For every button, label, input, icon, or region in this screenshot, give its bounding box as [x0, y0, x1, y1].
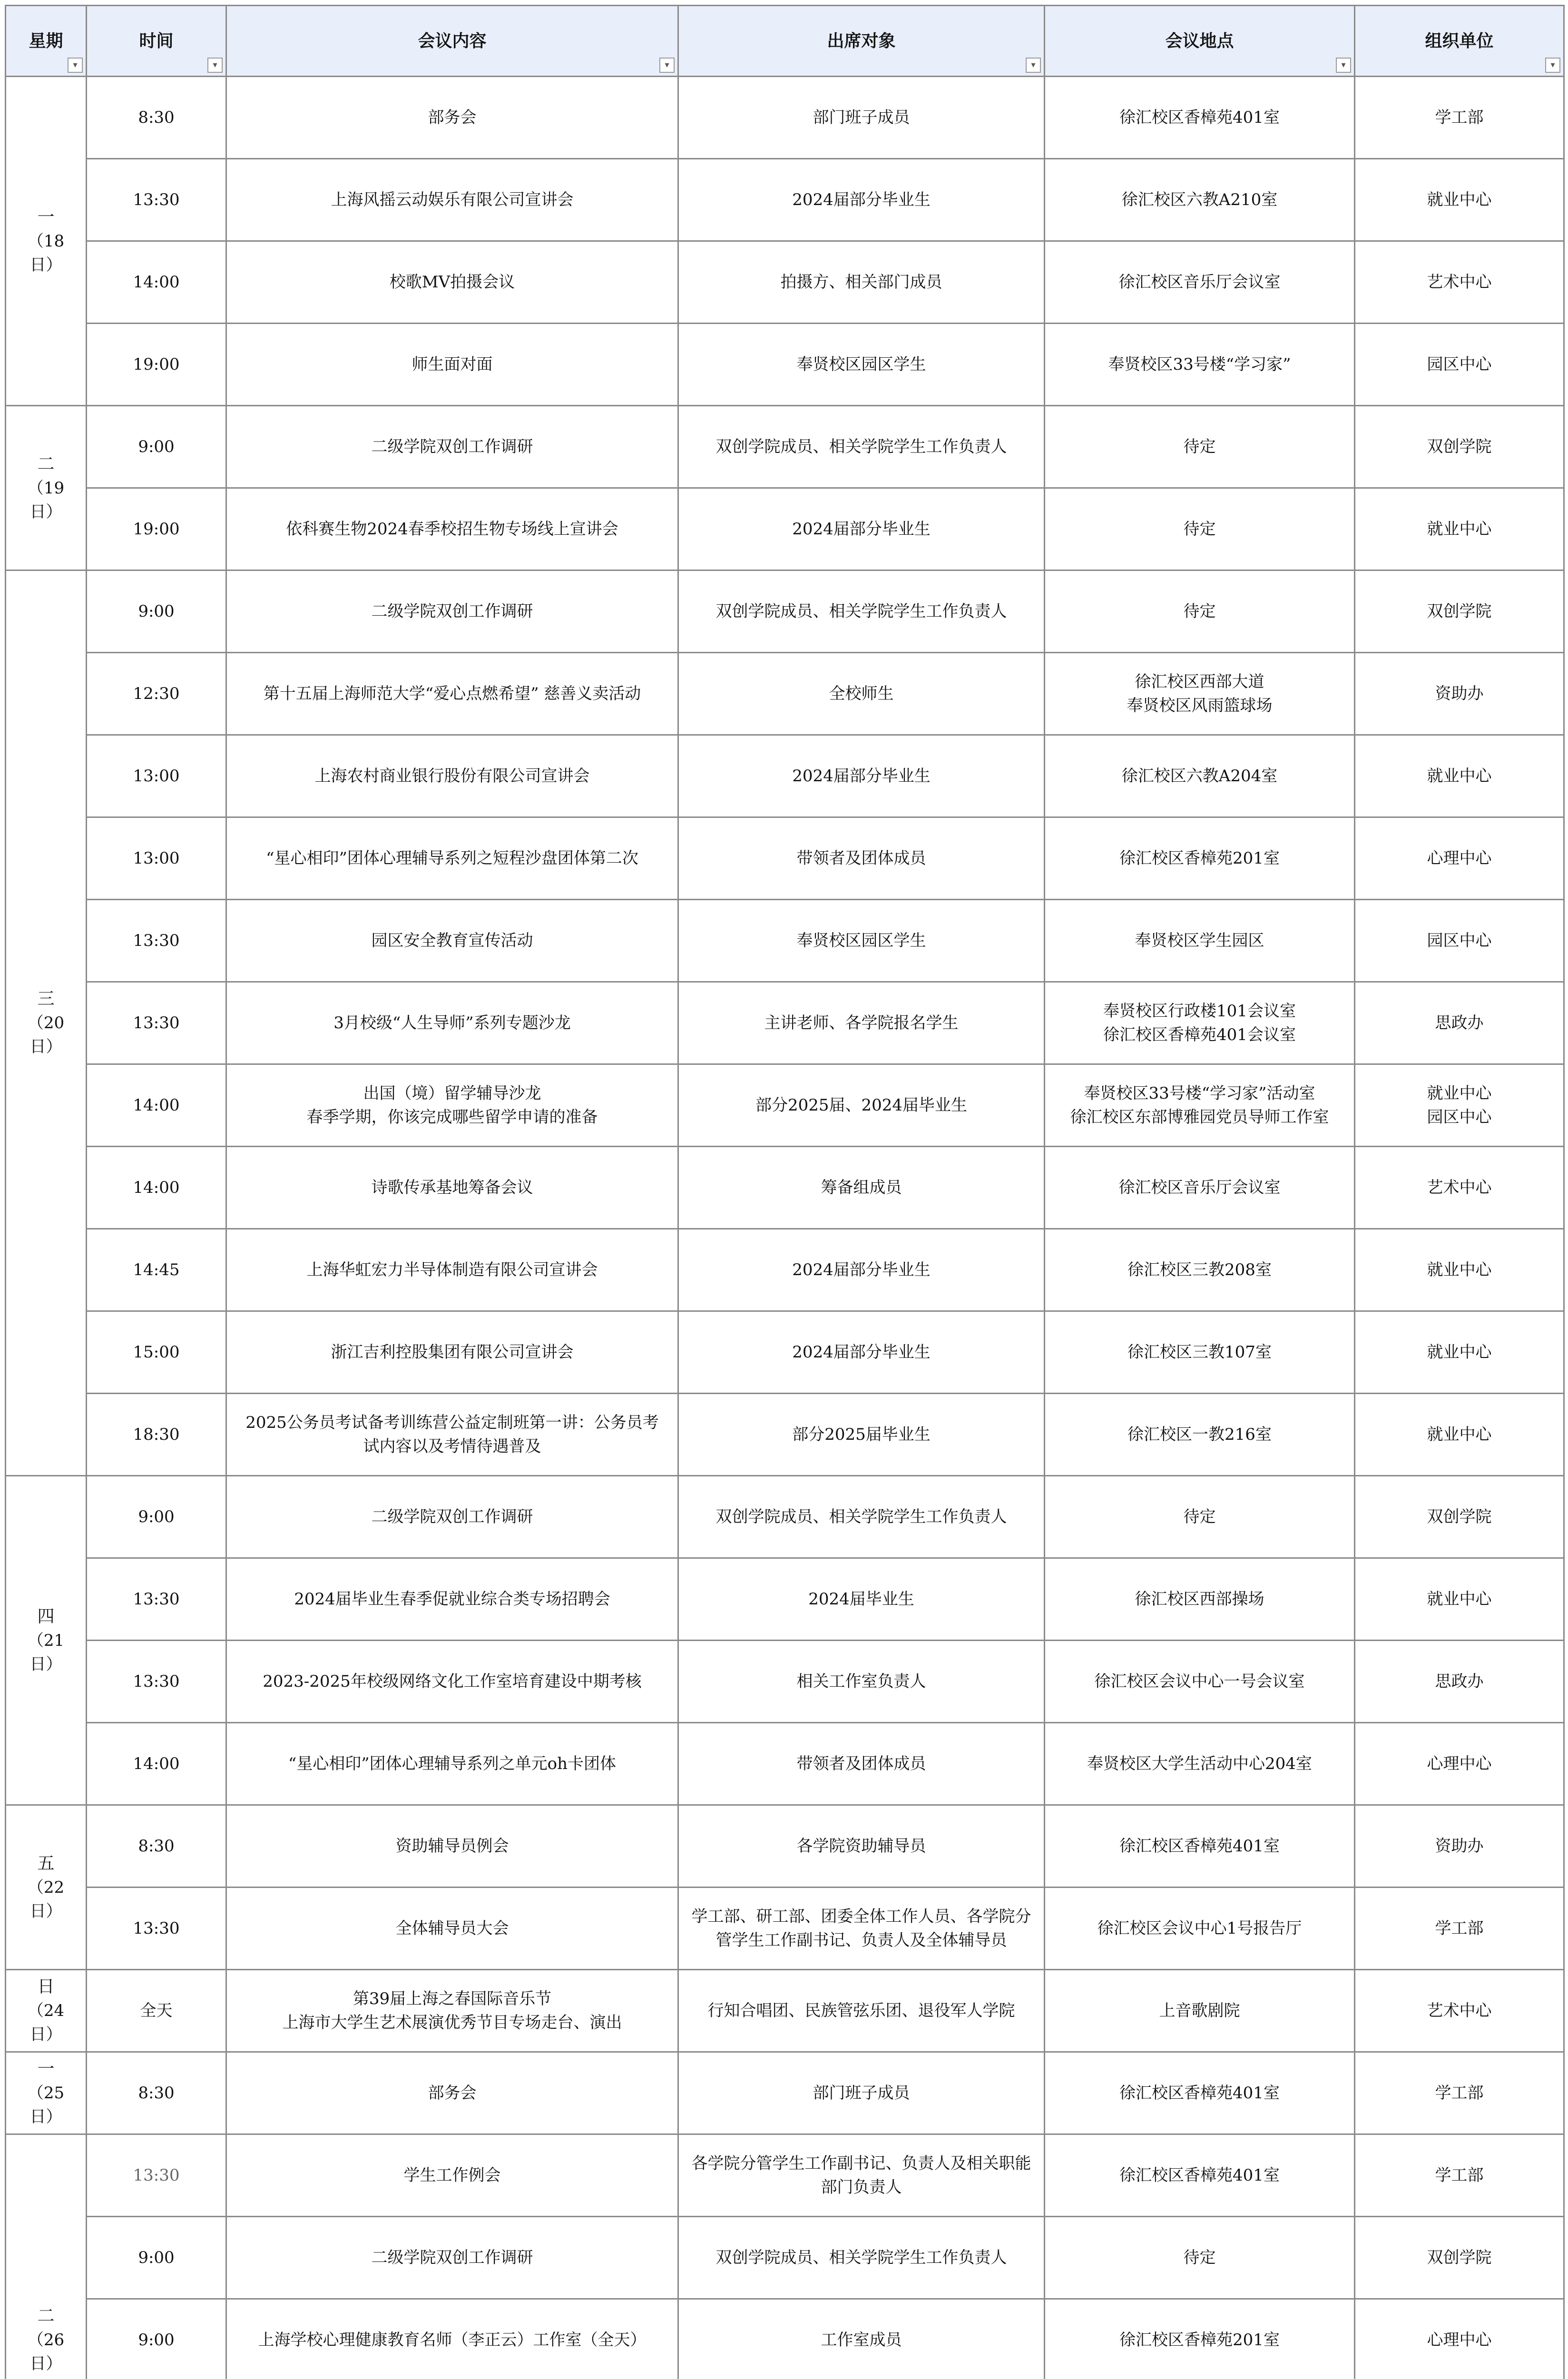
location-cell: 奉贤校区33号楼“学习家”: [1045, 324, 1355, 406]
table-row: [6, 817, 1564, 900]
time-cell: 8:30: [87, 77, 226, 159]
time-cell: 14:00: [87, 1064, 226, 1147]
weekday-cell: [6, 1805, 87, 1970]
table-row: [6, 159, 1564, 241]
time-cell: 14:00: [87, 1723, 226, 1805]
table-row: [6, 735, 1564, 817]
time-cell: 19:00: [87, 488, 226, 570]
table-row: [6, 77, 1564, 159]
location-cell: 徐汇校区香樟苑401室: [1045, 2052, 1355, 2134]
header-label: 星期: [29, 31, 63, 51]
attendees-cell: 行知合唱团、民族管弦乐团、退役军人学院: [678, 1970, 1045, 2052]
location-cell: 徐汇校区三教107室: [1045, 1311, 1355, 1394]
table-row: [6, 1805, 1564, 1887]
time-cell: 13:00: [87, 735, 226, 817]
filter-dropdown-icon[interactable]: ▾: [659, 58, 675, 73]
header-label: 组织单位: [1425, 31, 1494, 51]
content-cell: 上海农村商业银行股份有限公司宣讲会: [226, 735, 678, 817]
content-cell: 师生面对面: [226, 324, 678, 406]
date-label: （18日）: [27, 231, 65, 275]
table-row: [6, 241, 1564, 324]
attendees-cell: 双创学院成员、相关学院学生工作负责人: [678, 406, 1045, 488]
org-cell: 双创学院: [1355, 1476, 1564, 1558]
location-cell: 待定: [1045, 2217, 1355, 2299]
table-row: [6, 2299, 1564, 2379]
content-cell: 浙江吉利控股集团有限公司宣讲会: [226, 1311, 678, 1394]
location-cell: 徐汇校区香樟苑201室: [1045, 2299, 1355, 2379]
attendees-cell: 相关工作室负责人: [678, 1641, 1045, 1723]
time-cell: 13:30: [87, 900, 226, 982]
time-cell: 13:30: [87, 2134, 226, 2217]
time-cell: 14:00: [87, 241, 226, 324]
org-cell: 就业中心: [1355, 1394, 1564, 1476]
weekday-header: [6, 6, 87, 77]
table-row: [6, 653, 1564, 735]
table-row: [6, 982, 1564, 1064]
table-row: [6, 570, 1564, 653]
org-cell: 资助办: [1355, 653, 1564, 735]
content-cell: 二级学院双创工作调研: [226, 1476, 678, 1558]
table-row: [6, 488, 1564, 570]
header-row: [6, 6, 1564, 77]
org-cell: 就业中心: [1355, 159, 1564, 241]
location-cell: 徐汇校区香樟苑401室: [1045, 2134, 1355, 2217]
time-cell: 8:30: [87, 2052, 226, 2134]
table-row: [6, 1147, 1564, 1229]
weekday-label: 四: [37, 1606, 55, 1626]
content-cell: 二级学院双创工作调研: [226, 406, 678, 488]
weekday-cell: [6, 406, 87, 570]
content-cell: 全体辅导员大会: [226, 1887, 678, 1970]
time-cell: 13:30: [87, 1641, 226, 1723]
location-cell: 奉贤校区学生园区: [1045, 900, 1355, 982]
attendees-cell: 2024届部分毕业生: [678, 1311, 1045, 1394]
attendees-cell: 2024届部分毕业生: [678, 159, 1045, 241]
attendees-cell: 2024届部分毕业生: [678, 735, 1045, 817]
location-cell: 奉贤校区大学生活动中心204室: [1045, 1723, 1355, 1805]
org-cell: 思政办: [1355, 1641, 1564, 1723]
weekday-cell: [6, 1970, 87, 2052]
attendees-cell: 各学院分管学生工作副书记、负责人及相关职能部门负责人: [678, 2134, 1045, 2217]
weekday-cell: [6, 1476, 87, 1805]
org-cell: 艺术中心: [1355, 1970, 1564, 2052]
content-cell: 3月校级“人生导师”系列专题沙龙: [226, 982, 678, 1064]
header-label: 时间: [139, 31, 174, 51]
content-cell: 二级学院双创工作调研: [226, 570, 678, 653]
filter-dropdown-icon[interactable]: ▾: [1545, 58, 1560, 73]
weekday-cell: [6, 2052, 87, 2134]
location-cell: 徐汇校区西部操场: [1045, 1558, 1355, 1641]
org-cell: 就业中心: [1355, 1558, 1564, 1641]
time-cell: 13:30: [87, 1887, 226, 1970]
location-cell: 待定: [1045, 406, 1355, 488]
table-row: [6, 1970, 1564, 2052]
weekday-label: 五: [37, 1853, 55, 1873]
header-label: 出席对象: [827, 31, 896, 51]
content-cell: 校歌MV拍摄会议: [226, 241, 678, 324]
org-cell: 就业中心: [1355, 488, 1564, 570]
time-cell: 14:00: [87, 1147, 226, 1229]
org-cell: 园区中心: [1355, 324, 1564, 406]
attendees-cell: 2024届部分毕业生: [678, 488, 1045, 570]
time-cell: 全天: [87, 1970, 226, 2052]
date-label: （25日）: [27, 2084, 65, 2126]
table-row: [6, 1723, 1564, 1805]
attendees-cell: 带领者及团体成员: [678, 1723, 1045, 1805]
attendees-cell: 奉贤校区园区学生: [678, 324, 1045, 406]
org-cell: 双创学院: [1355, 570, 1564, 653]
content-cell: 第十五届上海师范大学“爱心点燃希望” 慈善义卖活动: [226, 653, 678, 735]
table-row: [6, 1641, 1564, 1723]
time-cell: 13:30: [87, 1558, 226, 1641]
attendees-cell: 全校师生: [678, 653, 1045, 735]
content-cell: “星心相印”团体心理辅导系列之短程沙盘团体第二次: [226, 817, 678, 900]
org-cell: 资助办: [1355, 1805, 1564, 1887]
time-cell: 13:30: [87, 982, 226, 1064]
location-cell: 待定: [1045, 570, 1355, 653]
org-cell: 艺术中心: [1355, 241, 1564, 324]
content-cell: 第39届上海之春国际音乐节 上海市大学生艺术展演优秀节目专场走台、演出: [226, 1970, 678, 2052]
weekday-cell: [6, 2134, 87, 2379]
org-cell: 学工部: [1355, 77, 1564, 159]
content-cell: 出国（境）留学辅导沙龙 春季学期，你该完成哪些留学申请的准备: [226, 1064, 678, 1147]
attendees-cell: 部分2025届、2024届毕业生: [678, 1064, 1045, 1147]
table-row: [6, 1064, 1564, 1147]
time-cell: 8:30: [87, 1805, 226, 1887]
location-cell: 待定: [1045, 1476, 1355, 1558]
content-cell: 2023-2025年校级网络文化工作室培育建设中期考核: [226, 1641, 678, 1723]
location-cell: 徐汇校区香樟苑401室: [1045, 77, 1355, 159]
weekday-label: 二: [37, 2306, 55, 2326]
time-cell: 9:00: [87, 2217, 226, 2299]
attendees-cell: 2024届毕业生: [678, 1558, 1045, 1641]
attendees-cell: 奉贤校区园区学生: [678, 900, 1045, 982]
content-cell: 部务会: [226, 2052, 678, 2134]
location-cell: 徐汇校区六教A210室: [1045, 159, 1355, 241]
weekday-label: 三: [37, 989, 55, 1009]
filter-dropdown-icon[interactable]: ▾: [68, 58, 83, 73]
date-label: （20日）: [27, 1013, 65, 1056]
attendees-cell: 部门班子成员: [678, 2052, 1045, 2134]
location-header: [1045, 6, 1355, 77]
org-cell: 双创学院: [1355, 2217, 1564, 2299]
table-row: [6, 406, 1564, 488]
table-row: [6, 900, 1564, 982]
org-cell: 就业中心: [1355, 1311, 1564, 1394]
filter-dropdown-icon[interactable]: ▾: [1026, 58, 1041, 73]
content-cell: 上海华虹宏力半导体制造有限公司宣讲会: [226, 1229, 678, 1311]
date-label: （19日）: [27, 478, 65, 521]
weekday-cell: [6, 570, 87, 1476]
content-cell: 上海风摇云动娱乐有限公司宣讲会: [226, 159, 678, 241]
time-cell: 9:00: [87, 2299, 226, 2379]
date-label: （22日）: [27, 1878, 65, 1921]
time-cell: 9:00: [87, 406, 226, 488]
content-cell: 2025公务员考试备考训练营公益定制班第一讲：公务员考试内容以及考情待遇普及: [226, 1394, 678, 1476]
location-cell: 徐汇校区音乐厅会议室: [1045, 1147, 1355, 1229]
table-row: [6, 1311, 1564, 1394]
org-cell: 思政办: [1355, 982, 1564, 1064]
location-cell: 奉贤校区行政楼101会议室 徐汇校区香樟苑401会议室: [1045, 982, 1355, 1064]
org-cell: 艺术中心: [1355, 1147, 1564, 1229]
attendees-cell: 工作室成员: [678, 2299, 1045, 2379]
attendees-cell: 主讲老师、各学院报名学生: [678, 982, 1045, 1064]
org-cell: 就业中心 园区中心: [1355, 1064, 1564, 1147]
attendees-cell: 双创学院成员、相关学院学生工作负责人: [678, 1476, 1045, 1558]
table-row: [6, 1394, 1564, 1476]
filter-dropdown-icon[interactable]: ▾: [1336, 58, 1351, 73]
location-cell: 徐汇校区香樟苑401室: [1045, 1805, 1355, 1887]
attendees-cell: 筹备组成员: [678, 1147, 1045, 1229]
org-cell: 就业中心: [1355, 1229, 1564, 1311]
table-row: [6, 2134, 1564, 2217]
weekday-label: 一: [37, 2059, 55, 2079]
location-cell: 徐汇校区一教216室: [1045, 1394, 1355, 1476]
location-cell: 徐汇校区三教208室: [1045, 1229, 1355, 1311]
location-cell: 徐汇校区西部大道 奉贤校区风雨篮球场: [1045, 653, 1355, 735]
attendees-cell: 部门班子成员: [678, 77, 1045, 159]
org-cell: 园区中心: [1355, 900, 1564, 982]
date-label: （26日）: [27, 2330, 65, 2373]
location-cell: 上音歌剧院: [1045, 1970, 1355, 2052]
weekday-cell: [6, 77, 87, 406]
table-row: [6, 1476, 1564, 1558]
table-header: [6, 6, 1564, 77]
date-label: （21日）: [27, 1631, 65, 1674]
attendees-cell: 拍摄方、相关部门成员: [678, 241, 1045, 324]
location-cell: 徐汇校区香樟苑201室: [1045, 817, 1355, 900]
content-cell: “星心相印”团体心理辅导系列之单元oh卡团体: [226, 1723, 678, 1805]
table-row: [6, 1558, 1564, 1641]
attendees-cell: 双创学院成员、相关学院学生工作负责人: [678, 570, 1045, 653]
content-cell: 园区安全教育宣传活动: [226, 900, 678, 982]
time-cell: 18:30: [87, 1394, 226, 1476]
content-cell: 上海学校心理健康教育名师（李正云）工作室（全天）: [226, 2299, 678, 2379]
weekday-label: 一: [37, 207, 55, 227]
time-cell: 13:30: [87, 159, 226, 241]
attendees-cell: 双创学院成员、相关学院学生工作负责人: [678, 2217, 1045, 2299]
header-label: 会议地点: [1165, 31, 1234, 51]
content-cell: 二级学院双创工作调研: [226, 2217, 678, 2299]
org-cell: 就业中心: [1355, 735, 1564, 817]
date-label: （24日）: [27, 2001, 65, 2044]
schedule-table: [5, 5, 1565, 2379]
content-cell: 依科赛生物2024春季校招生物专场线上宣讲会: [226, 488, 678, 570]
location-cell: 徐汇校区音乐厅会议室: [1045, 241, 1355, 324]
org-cell: 心理中心: [1355, 2299, 1564, 2379]
content-cell: 学生工作例会: [226, 2134, 678, 2217]
header-label: 会议内容: [418, 31, 487, 51]
location-cell: 徐汇校区六教A204室: [1045, 735, 1355, 817]
org-cell: 学工部: [1355, 1887, 1564, 1970]
attendees-cell: 学工部、研工部、团委全体工作人员、各学院分管学生工作副书记、负责人及全体辅导员: [678, 1887, 1045, 1970]
location-cell: 奉贤校区33号楼“学习家”活动室 徐汇校区东部博雅园党员导师工作室: [1045, 1064, 1355, 1147]
location-cell: 徐汇校区会议中心1号报告厅: [1045, 1887, 1355, 1970]
content-cell: 诗歌传承基地筹备会议: [226, 1147, 678, 1229]
attendees-cell: 2024届部分毕业生: [678, 1229, 1045, 1311]
org-cell: 心理中心: [1355, 1723, 1564, 1805]
content-header: [226, 6, 678, 77]
time-cell: 12:30: [87, 653, 226, 735]
time-cell: 9:00: [87, 570, 226, 653]
table-body: [6, 77, 1564, 2379]
filter-dropdown-icon[interactable]: ▾: [207, 58, 223, 73]
org-cell: 学工部: [1355, 2134, 1564, 2217]
table-row: [6, 1229, 1564, 1311]
attendees-cell: 部分2025届毕业生: [678, 1394, 1045, 1476]
time-header: [87, 6, 226, 77]
attendees-header: [678, 6, 1045, 77]
org-cell: 学工部: [1355, 2052, 1564, 2134]
time-cell: 14:45: [87, 1229, 226, 1311]
org-header: [1355, 6, 1564, 77]
weekday-label: 日: [37, 1977, 55, 1996]
location-cell: 徐汇校区会议中心一号会议室: [1045, 1641, 1355, 1723]
table-row: [6, 1887, 1564, 1970]
content-cell: 资助辅导员例会: [226, 1805, 678, 1887]
time-cell: 13:00: [87, 817, 226, 900]
time-cell: 9:00: [87, 1476, 226, 1558]
table-row: [6, 2052, 1564, 2134]
org-cell: 心理中心: [1355, 817, 1564, 900]
content-cell: 2024届毕业生春季促就业综合类专场招聘会: [226, 1558, 678, 1641]
time-cell: 19:00: [87, 324, 226, 406]
attendees-cell: 带领者及团体成员: [678, 817, 1045, 900]
time-cell: 15:00: [87, 1311, 226, 1394]
weekday-label: 二: [37, 454, 55, 474]
attendees-cell: 各学院资助辅导员: [678, 1805, 1045, 1887]
table-row: [6, 2217, 1564, 2299]
content-cell: 部务会: [226, 77, 678, 159]
org-cell: 双创学院: [1355, 406, 1564, 488]
location-cell: 待定: [1045, 488, 1355, 570]
table-row: [6, 324, 1564, 406]
